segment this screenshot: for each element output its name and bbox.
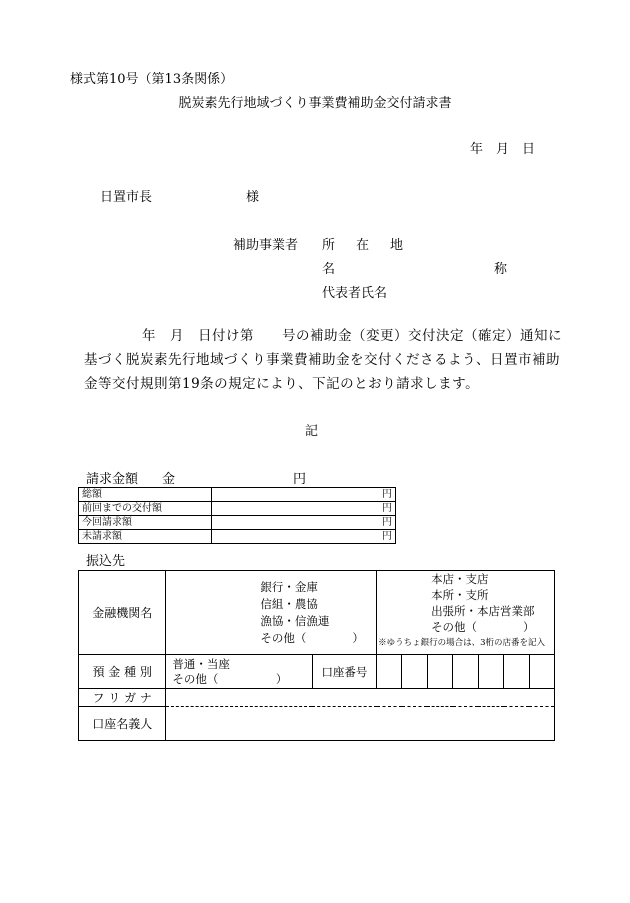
summary-label: 前回までの交付額 — [79, 502, 212, 516]
summary-value[interactable]: 円 — [212, 502, 396, 516]
summary-value[interactable]: 円 — [212, 530, 396, 544]
account-digit[interactable] — [529, 655, 555, 689]
table-row — [79, 488, 396, 502]
address-label: 所 在 地 — [322, 238, 408, 253]
account-holder-label: 口座名義人 — [79, 707, 166, 741]
account-digit[interactable] — [478, 655, 503, 689]
bank-table — [78, 570, 555, 741]
claim-yen: 円 — [293, 472, 307, 487]
table-row — [79, 571, 555, 655]
form-number: 様式第10号（第13条関係） — [70, 72, 234, 87]
table-row — [79, 707, 555, 741]
branch-option: 本所・支所 — [431, 588, 489, 602]
account-type-cell[interactable] — [166, 655, 312, 689]
branch-option: その他（ ） — [431, 620, 535, 634]
account-digit[interactable] — [453, 655, 478, 689]
institution-type-option: その他（ ） — [260, 630, 364, 645]
ki-heading: 記 — [305, 424, 319, 439]
summary-table — [78, 487, 396, 544]
page-title: 脱炭素先行地域づくり事業費補助金交付請求書 — [178, 96, 452, 111]
account-type-option: その他（ ） — [172, 671, 288, 686]
summary-value[interactable]: 円 — [212, 488, 396, 502]
account-holder-input[interactable] — [166, 707, 555, 741]
account-digit[interactable] — [377, 655, 402, 689]
addressee-honorific: 様 — [246, 190, 260, 205]
account-digit[interactable] — [402, 655, 427, 689]
yucho-note: ※ゆうちょ銀行の場合は、3桁の店番を記入 — [378, 638, 545, 648]
table-row — [79, 516, 396, 530]
addressee: 日置市長 — [100, 190, 153, 205]
branch-option: 出張所・本店営業部 — [431, 604, 535, 618]
institution-type-option: 漁協・信漁連 — [260, 613, 330, 628]
transfer-label: 振込先 — [86, 554, 126, 569]
name-label: 名 称 — [322, 262, 538, 277]
institution-label: 金融機関名 — [79, 571, 166, 655]
summary-value[interactable]: 円 — [212, 516, 396, 530]
summary-label: 今回請求額 — [79, 516, 212, 530]
table-row — [79, 530, 396, 544]
institution-type-cell[interactable] — [166, 571, 377, 655]
body-paragraph: 年 月 日付け第 号の補助金（変更）交付決定（確定）通知に基づく脱炭素先行地域づくり事業費補助金を交付くださるよう、日置市補助金等交付規則第19条の規定により、下記のとおり請求します。 — [84, 328, 562, 392]
account-digit[interactable] — [504, 655, 529, 689]
table-row — [79, 689, 555, 707]
table-row — [79, 502, 396, 516]
account-number-label: 口座番号 — [312, 655, 376, 689]
institution-type-option: 信組・農協 — [260, 596, 318, 611]
applicant-label: 補助事業者 — [233, 238, 299, 253]
summary-label: 総額 — [79, 488, 212, 502]
summary-label: 未請求額 — [79, 530, 212, 544]
branch-option: 本店・支店 — [431, 572, 489, 586]
claim-amount-label: 請求金額 — [86, 472, 139, 487]
representative-label: 代表者氏名 — [322, 286, 388, 301]
institution-type-option: 銀行・金庫 — [260, 579, 318, 594]
claim-kin: 金 — [162, 472, 176, 487]
date-line: 年 月 日 — [470, 142, 536, 157]
table-row — [79, 655, 555, 689]
furigana-input[interactable] — [166, 689, 555, 707]
furigana-label: フ リ ガ ナ — [79, 689, 166, 707]
account-type-option: 普通・当座 — [172, 656, 230, 671]
branch-cell[interactable] — [377, 571, 555, 655]
account-type-label: 預 金 種 別 — [79, 655, 166, 689]
account-digit[interactable] — [427, 655, 452, 689]
